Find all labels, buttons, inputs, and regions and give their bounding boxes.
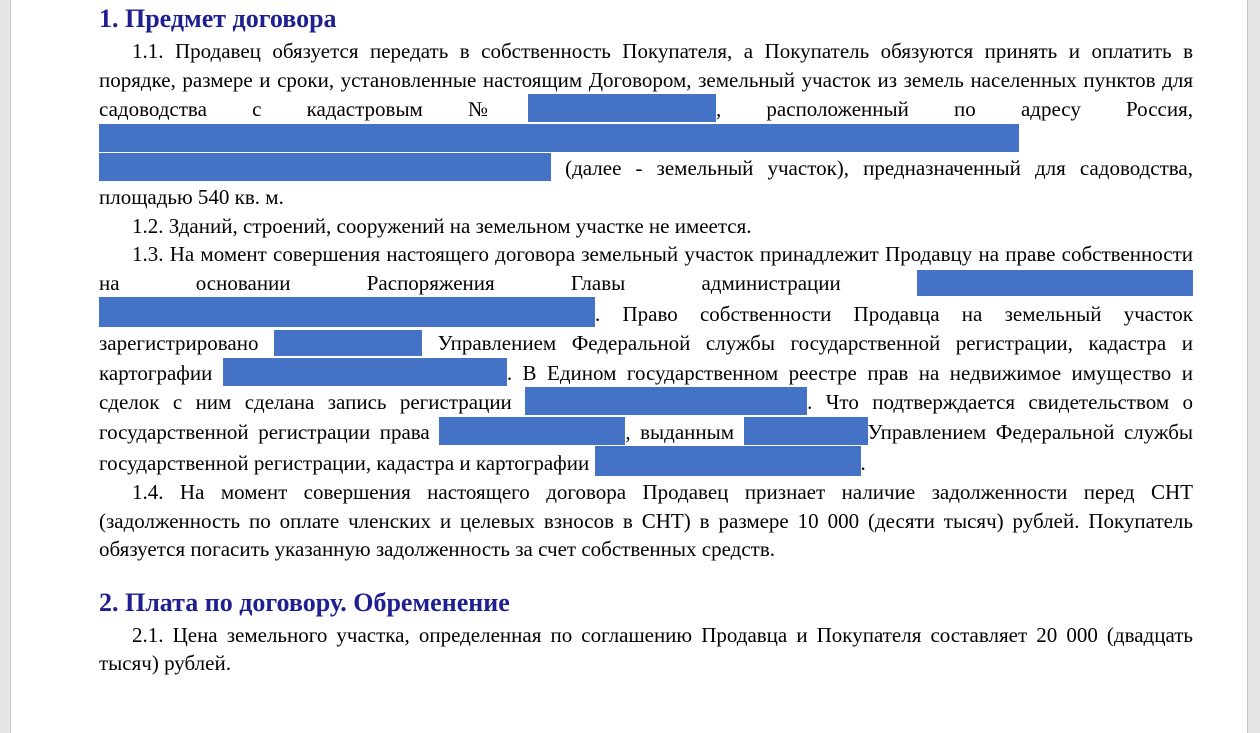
clause-1-4: 1.4. На момент совершения настоящего договора Продавец признает наличие задолженности перед СНТ (задолженность по оплате членских и целевых взносов в СНТ) в размере 10 000 (десяти тысяч) рублей. Покупатель обязуется погасить указанную задолженность за счет собственных средств.	[99, 479, 1193, 562]
clause-1-1	[99, 37, 1193, 212]
redaction-address-cont	[99, 153, 551, 181]
redaction-registration-number	[525, 387, 807, 415]
clause-1-3	[99, 240, 1193, 478]
redaction-order-details	[917, 270, 1193, 296]
redaction-issuing-region	[595, 446, 861, 476]
clause-1-3-part-e: . Что подтверждается свидетельством о государственной регистрации права	[99, 390, 1193, 444]
redaction-region	[223, 358, 507, 386]
clause-1-3-part-c: Управлением Федеральной службы государственной регистрации, кадастра и картографии	[99, 330, 1194, 385]
clause-1-1-part-a: 1.1. Продавец обязуется передать в собственность Покупателя, а Покупатель обязуются принять и оплатить в порядке, размере и сроки, установленные настоящим Договором, земельный участок из земель населенных пунктов для садоводства с кадастровым №	[99, 39, 1193, 122]
clause-1-3-part-h: .	[860, 451, 866, 476]
redaction-order-details-cont	[99, 297, 595, 327]
redaction-address	[99, 124, 1019, 152]
clause-1-2: 1.2. Зданий, строений, сооружений на земельном участке не имеется.	[132, 213, 752, 238]
clause-1-1-part-b: , расположенный по адресу Россия,	[716, 97, 1193, 122]
clause-1-3-part-b: . Право собственности Продавца на земельный участок зарегистрировано	[99, 302, 1193, 355]
clause-1-3-part-g: Управлением Федеральной службы государственной регистрации, кадастра и картографии	[99, 419, 1194, 476]
clause-2-1: 2.1. Цена земельного участка, определенная по соглашению Продавца и Покупателя составляет 20 000 (двадцать тысяч) рублей.	[99, 622, 1193, 676]
clause-1-3-part-a: 1.3. На момент совершения настоящего договора земельный участок принадлежит Продавцу на праве собственности на основании Распоряжения Главы администрации	[99, 242, 1193, 295]
clause-1-3-part-d: . В Едином государственном реестре прав на недвижимое имущество и сделок с ним сделана запись регистрации	[99, 360, 1193, 415]
clause-1-3-part-f: , выданным	[625, 419, 735, 444]
clause-1-1-part-c: (далее - земельный участок), предназначенный для садоводства, площадью 540 кв. м.	[99, 156, 1194, 209]
redaction-registration-date	[274, 330, 422, 356]
redaction-certificate-number	[439, 417, 625, 445]
section-1-heading: 1. Предмет договора	[99, 4, 337, 33]
redaction-cadastral-number	[528, 94, 716, 122]
document-page	[10, 0, 1248, 733]
section-2-heading: 2. Плата по договору. Обременение	[99, 587, 510, 617]
redaction-issue-date	[744, 417, 868, 445]
document-body	[99, 0, 1193, 678]
